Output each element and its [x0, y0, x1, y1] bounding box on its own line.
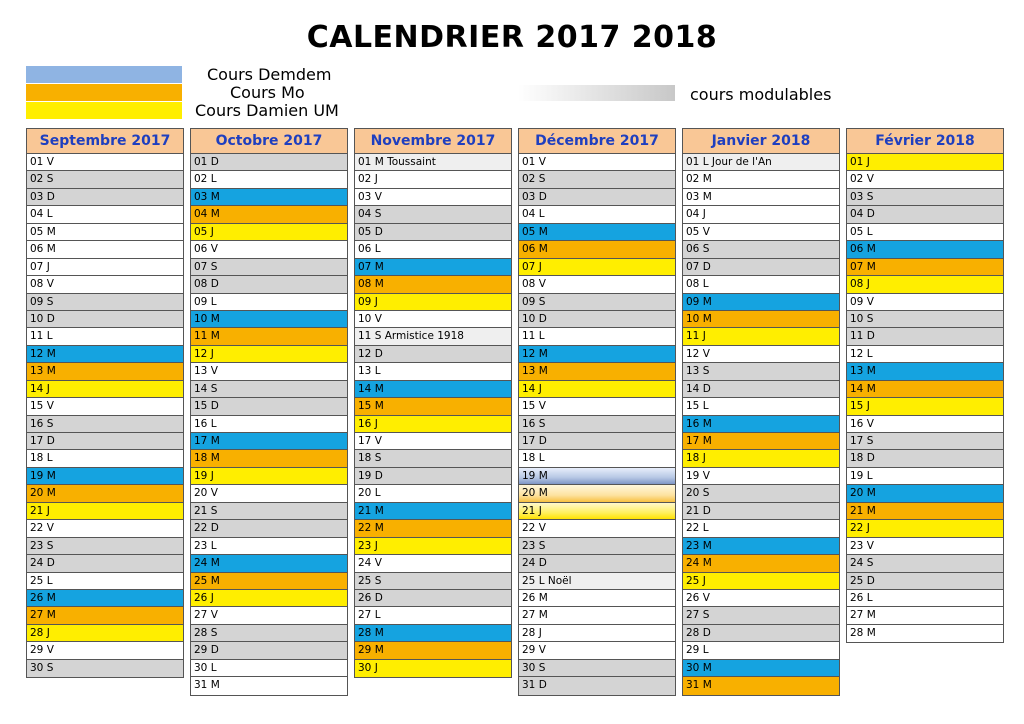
day-cell: 23 J: [355, 538, 511, 555]
day-cell: 11 L: [27, 328, 183, 345]
day-cell: 30 L: [191, 660, 347, 677]
day-cell: 26 L: [847, 590, 1003, 607]
day-cell: 03 D: [27, 189, 183, 206]
day-cell: 03 V: [355, 189, 511, 206]
day-cell: 03 S: [847, 189, 1003, 206]
legend-label-mo: Cours Mo: [230, 83, 305, 102]
day-cell: 13 V: [191, 363, 347, 380]
day-cell: 07 J: [519, 259, 675, 276]
day-cell: 21 J: [27, 503, 183, 520]
day-cell: 08 D: [191, 276, 347, 293]
day-cell: 15 L: [683, 398, 839, 415]
day-cell: 04 L: [27, 206, 183, 223]
day-cell: 21 M: [355, 503, 511, 520]
day-cell: 15 J: [847, 398, 1003, 415]
day-cell: 20 V: [191, 485, 347, 502]
day-cell: 11 M: [191, 328, 347, 345]
day-cell: 16 S: [519, 416, 675, 433]
day-cell: 08 M: [355, 276, 511, 293]
day-cell: 25 M: [191, 573, 347, 590]
day-cell: 15 D: [191, 398, 347, 415]
day-cell: 15 V: [27, 398, 183, 415]
day-cell: 27 L: [355, 607, 511, 624]
day-cell: 11 J: [683, 328, 839, 345]
day-cell: 04 M: [191, 206, 347, 223]
day-cell: 17 V: [355, 433, 511, 450]
day-cell: 22 V: [27, 520, 183, 537]
day-cell: 02 J: [355, 171, 511, 188]
day-cell: 19 M: [27, 468, 183, 485]
day-cell: 11 S Armistice 1918: [355, 328, 511, 345]
day-cell: 05 M: [519, 224, 675, 241]
day-cell: 09 J: [355, 294, 511, 311]
legend-swatch-modulable: [518, 85, 675, 101]
day-cell: 20 M: [27, 485, 183, 502]
day-cell: 18 S: [355, 450, 511, 467]
day-cell: 10 D: [519, 311, 675, 328]
day-cell: 11 D: [847, 328, 1003, 345]
day-cell: 18 L: [519, 450, 675, 467]
legend-swatch-mo: [26, 84, 182, 101]
day-cell: 29 D: [191, 642, 347, 659]
day-cell: 10 S: [847, 311, 1003, 328]
day-cell: 18 J: [683, 450, 839, 467]
day-cell: 31 D: [519, 677, 675, 694]
day-cell: 10 D: [27, 311, 183, 328]
day-cell: 06 M: [27, 241, 183, 258]
day-cell: 03 M: [191, 189, 347, 206]
day-cell: 24 D: [519, 555, 675, 572]
day-cell: 12 M: [27, 346, 183, 363]
day-cell: 17 D: [27, 433, 183, 450]
month-header: Janvier 2018: [683, 129, 839, 154]
day-cell: 16 J: [355, 416, 511, 433]
day-cell: 08 V: [519, 276, 675, 293]
day-cell: 29 M: [355, 642, 511, 659]
day-cell: 01 M Toussaint: [355, 154, 511, 171]
day-cell: 24 S: [847, 555, 1003, 572]
day-cell: 29 L: [683, 642, 839, 659]
day-cell: 13 M: [27, 363, 183, 380]
day-cell: 23 L: [191, 538, 347, 555]
day-cell: 22 V: [519, 520, 675, 537]
day-cell: 30 S: [519, 660, 675, 677]
day-cell: 27 V: [191, 607, 347, 624]
day-cell: 19 L: [847, 468, 1003, 485]
day-cell: 14 D: [683, 381, 839, 398]
day-cell: 18 D: [847, 450, 1003, 467]
day-cell: 31 M: [191, 677, 347, 694]
day-cell: 01 D: [191, 154, 347, 171]
day-cell: 02 S: [519, 171, 675, 188]
day-cell: 14 M: [355, 381, 511, 398]
day-cell: 21 M: [847, 503, 1003, 520]
day-cell: 10 V: [355, 311, 511, 328]
day-cell: 28 J: [27, 625, 183, 642]
day-cell: 26 M: [519, 590, 675, 607]
day-cell: 10 M: [191, 311, 347, 328]
day-cell: 20 S: [683, 485, 839, 502]
day-cell: 24 V: [355, 555, 511, 572]
day-cell: 09 S: [519, 294, 675, 311]
day-cell: 16 S: [27, 416, 183, 433]
day-cell: 08 L: [683, 276, 839, 293]
day-cell: 26 M: [27, 590, 183, 607]
day-cell: 10 M: [683, 311, 839, 328]
day-cell: 24 M: [191, 555, 347, 572]
day-cell: 24 D: [27, 555, 183, 572]
day-cell: 26 D: [355, 590, 511, 607]
month-column: [518, 128, 676, 696]
day-cell: 20 M: [847, 485, 1003, 502]
day-cell: 04 S: [355, 206, 511, 223]
day-cell: 20 M: [519, 485, 675, 502]
month-column: [354, 128, 512, 678]
day-cell: 07 S: [191, 259, 347, 276]
month-column: [682, 128, 840, 696]
day-cell: 22 M: [355, 520, 511, 537]
month-column: [190, 128, 348, 696]
day-cell: 15 V: [519, 398, 675, 415]
day-cell: 21 S: [191, 503, 347, 520]
day-cell: 07 M: [355, 259, 511, 276]
day-cell: 11 L: [519, 328, 675, 345]
day-cell: 12 M: [519, 346, 675, 363]
day-cell: 14 J: [519, 381, 675, 398]
day-cell: 03 D: [519, 189, 675, 206]
day-cell: 22 L: [683, 520, 839, 537]
day-cell: 09 S: [27, 294, 183, 311]
day-cell: 01 V: [519, 154, 675, 171]
day-cell: 13 M: [519, 363, 675, 380]
day-cell: 06 L: [355, 241, 511, 258]
day-cell: 30 M: [683, 660, 839, 677]
day-cell: 27 M: [847, 607, 1003, 624]
day-cell: 23 S: [27, 538, 183, 555]
day-cell: 12 J: [191, 346, 347, 363]
day-cell: 05 D: [355, 224, 511, 241]
day-cell: 05 J: [191, 224, 347, 241]
day-cell: 13 L: [355, 363, 511, 380]
day-cell: 16 V: [847, 416, 1003, 433]
day-cell: 17 M: [683, 433, 839, 450]
month-header: Février 2018: [847, 129, 1003, 154]
legend-label-demdem: Cours Demdem: [207, 65, 332, 84]
day-cell: 05 V: [683, 224, 839, 241]
day-cell: 14 M: [847, 381, 1003, 398]
day-cell: 04 J: [683, 206, 839, 223]
day-cell: 18 L: [27, 450, 183, 467]
day-cell: 17 D: [519, 433, 675, 450]
day-cell: 15 M: [355, 398, 511, 415]
day-cell: 08 V: [27, 276, 183, 293]
day-cell: 19 V: [683, 468, 839, 485]
day-cell: 16 M: [683, 416, 839, 433]
day-cell: 26 V: [683, 590, 839, 607]
day-cell: 17 M: [191, 433, 347, 450]
day-cell: 28 M: [847, 625, 1003, 642]
day-cell: 27 M: [519, 607, 675, 624]
day-cell: 30 J: [355, 660, 511, 677]
month-header: Novembre 2017: [355, 129, 511, 154]
day-cell: 06 M: [519, 241, 675, 258]
day-cell: 22 J: [847, 520, 1003, 537]
day-cell: 12 L: [847, 346, 1003, 363]
day-cell: 17 S: [847, 433, 1003, 450]
day-cell: 28 J: [519, 625, 675, 642]
day-cell: 06 V: [191, 241, 347, 258]
legend-swatch-demdem: [26, 66, 182, 83]
month-header: Octobre 2017: [191, 129, 347, 154]
day-cell: 07 M: [847, 259, 1003, 276]
day-cell: 08 J: [847, 276, 1003, 293]
day-cell: 05 M: [27, 224, 183, 241]
day-cell: 04 D: [847, 206, 1003, 223]
day-cell: 06 M: [847, 241, 1003, 258]
day-cell: 01 J: [847, 154, 1003, 171]
day-cell: 28 D: [683, 625, 839, 642]
day-cell: 13 S: [683, 363, 839, 380]
day-cell: 23 V: [847, 538, 1003, 555]
day-cell: 06 S: [683, 241, 839, 258]
day-cell: 22 D: [191, 520, 347, 537]
day-cell: 25 L Noël: [519, 573, 675, 590]
day-cell: 28 S: [191, 625, 347, 642]
day-cell: 02 S: [27, 171, 183, 188]
day-cell: 14 J: [27, 381, 183, 398]
day-cell: 25 S: [355, 573, 511, 590]
day-cell: 25 L: [27, 573, 183, 590]
day-cell: 02 V: [847, 171, 1003, 188]
day-cell: 02 M: [683, 171, 839, 188]
day-cell: 23 S: [519, 538, 675, 555]
day-cell: 09 M: [683, 294, 839, 311]
day-cell: 09 V: [847, 294, 1003, 311]
day-cell: 30 S: [27, 660, 183, 677]
day-cell: 29 V: [519, 642, 675, 659]
day-cell: 21 J: [519, 503, 675, 520]
day-cell: 01 L Jour de l'An: [683, 154, 839, 171]
day-cell: 19 D: [355, 468, 511, 485]
month-header: Décembre 2017: [519, 129, 675, 154]
day-cell: 13 M: [847, 363, 1003, 380]
day-cell: 16 L: [191, 416, 347, 433]
day-cell: 09 L: [191, 294, 347, 311]
legend-label-um: Cours Damien UM: [195, 101, 339, 120]
legend-label-modulable: cours modulables: [690, 85, 832, 104]
day-cell: 03 M: [683, 189, 839, 206]
day-cell: 31 M: [683, 677, 839, 694]
legend-swatch-um: [26, 102, 182, 119]
day-cell: 27 M: [27, 607, 183, 624]
day-cell: 12 V: [683, 346, 839, 363]
day-cell: 19 M: [519, 468, 675, 485]
day-cell: 21 D: [683, 503, 839, 520]
day-cell: 12 D: [355, 346, 511, 363]
day-cell: 04 L: [519, 206, 675, 223]
day-cell: 19 J: [191, 468, 347, 485]
day-cell: 29 V: [27, 642, 183, 659]
day-cell: 28 M: [355, 625, 511, 642]
day-cell: 07 J: [27, 259, 183, 276]
day-cell: 07 D: [683, 259, 839, 276]
day-cell: 25 D: [847, 573, 1003, 590]
day-cell: 25 J: [683, 573, 839, 590]
day-cell: 05 L: [847, 224, 1003, 241]
day-cell: 18 M: [191, 450, 347, 467]
month-column: [26, 128, 184, 678]
day-cell: 20 L: [355, 485, 511, 502]
month-column: [846, 128, 1004, 643]
month-header: Septembre 2017: [27, 129, 183, 154]
day-cell: 26 J: [191, 590, 347, 607]
page-title: CALENDRIER 2017 2018: [306, 20, 718, 55]
day-cell: 24 M: [683, 555, 839, 572]
day-cell: 01 V: [27, 154, 183, 171]
day-cell: 14 S: [191, 381, 347, 398]
day-cell: 23 M: [683, 538, 839, 555]
day-cell: 27 S: [683, 607, 839, 624]
day-cell: 02 L: [191, 171, 347, 188]
